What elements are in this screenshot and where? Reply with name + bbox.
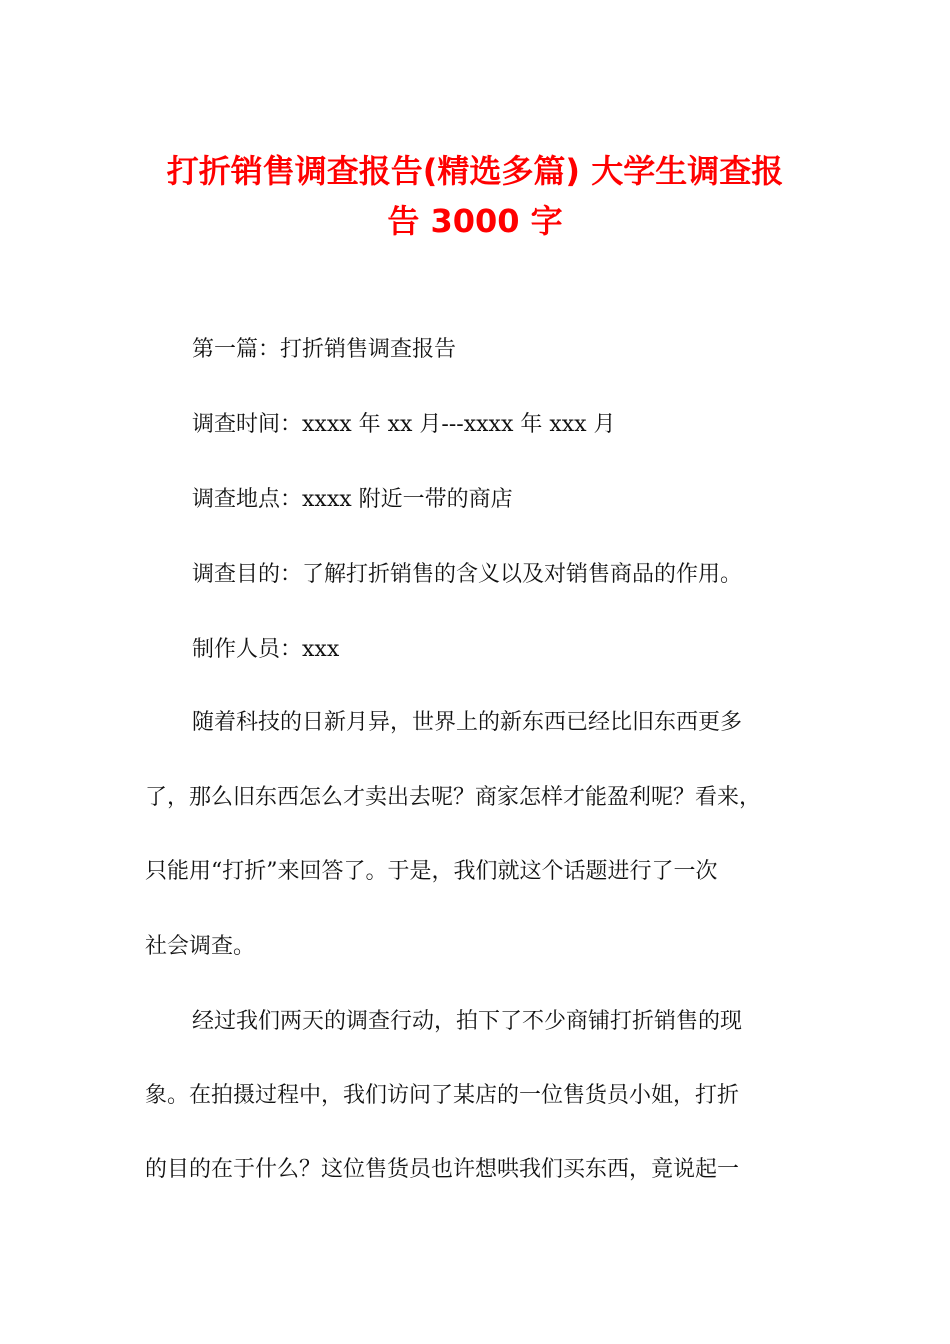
paragraph-line: 象。在拍摄过程中，我们访问了某店的一位售货员小姐，打折 xyxy=(145,1083,740,1108)
title-line-1: 打折销售调查报告(精选多篇) 大学生调查报 xyxy=(166,152,784,190)
paragraph-line: 社会调查。 xyxy=(145,934,256,959)
survey-location: 调查地点：xxxx 附近一带的商店 xyxy=(192,487,513,512)
document-title xyxy=(140,146,810,246)
paragraph-line: 了，那么旧东西怎么才卖出去呢？商家怎样才能盈利呢？看来， xyxy=(145,785,762,810)
paragraph-line: 只能用“打折”来回答了。于是，我们就这个话题进行了一次 xyxy=(145,859,718,884)
paragraph-line: 经过我们两天的调查行动，拍下了不少商铺打折销售的现 xyxy=(192,1009,743,1034)
section-heading: 第一篇：打折销售调查报告 xyxy=(192,337,457,362)
title-line-2: 告 3000 字 xyxy=(387,202,563,240)
survey-purpose: 调查目的：了解打折销售的含义以及对销售商品的作用。 xyxy=(192,562,743,587)
paragraph-line: 随着科技的日新月异，世界上的新东西已经比旧东西更多 xyxy=(192,710,743,735)
survey-time: 调查时间：xxxx 年 xx 月---xxxx 年 xxx 月 xyxy=(192,412,616,437)
paragraph-line: 的目的在于什么？这位售货员也许想哄我们买东西，竟说起一 xyxy=(145,1157,740,1182)
survey-authors: 制作人员：xxx xyxy=(192,637,340,662)
